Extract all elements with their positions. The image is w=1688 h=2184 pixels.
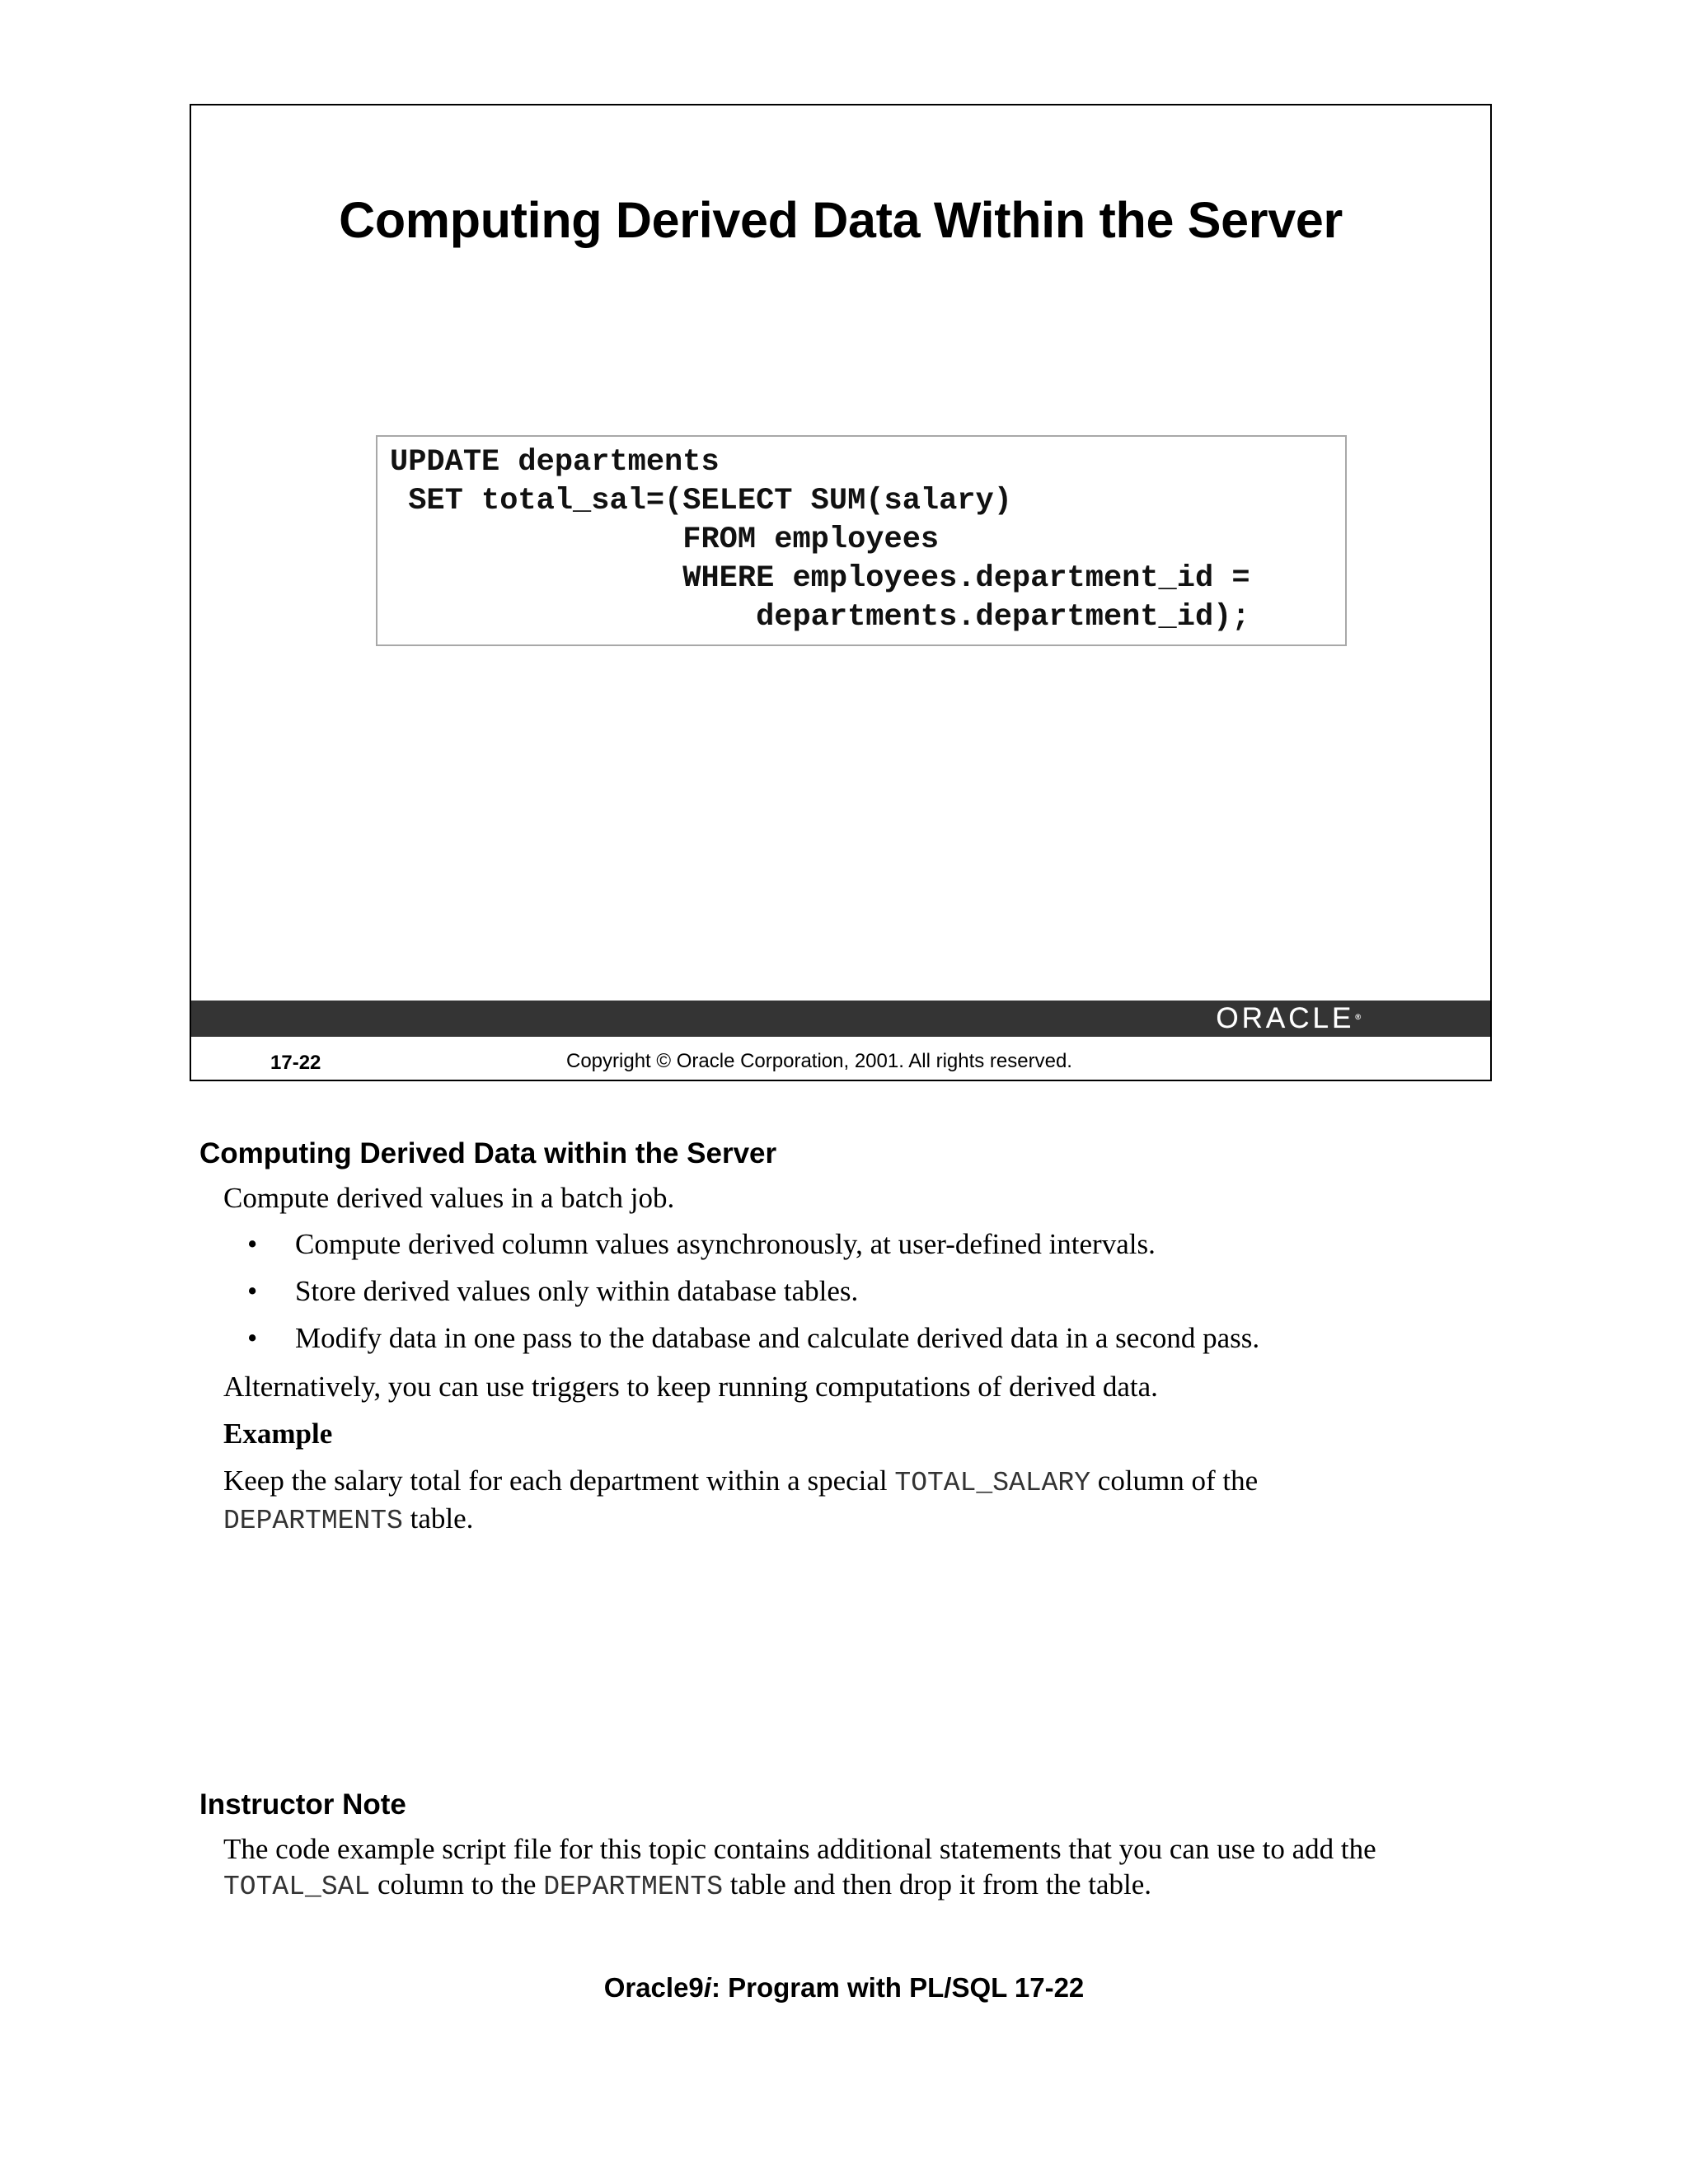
code-line: WHERE employees.department_id = [390,561,1250,596]
example-heading: Example [223,1418,333,1450]
bullet-item [247,1228,1156,1261]
slide-title: Computing Derived Data Within the Server [339,192,1343,248]
copyright-text: Copyright © Oracle Corporation, 2001. All rights reserved. [566,1050,1072,1072]
bullet-item [247,1322,1260,1355]
code-example-box [376,435,1347,646]
slide-number: 17-22 [270,1052,321,1074]
bullet-text: Compute derived column values asynchronously, at user-defined intervals. [295,1228,1156,1260]
bullet-marker: • [247,1275,258,1307]
slide-frame [190,104,1492,1081]
instructor-note-heading: Instructor Note [199,1788,406,1821]
inline-code: DEPARTMENTS [543,1872,724,1902]
code-line: SET total_sal=(SELECT SUM(salary) [390,484,1012,518]
inline-code: TOTAL_SALARY [894,1468,1091,1498]
oracle-logo: ORACLE® [1216,1002,1361,1034]
code-line: UPDATE departments [390,445,720,480]
inline-code: TOTAL_SAL [223,1872,371,1902]
notes-alternative: Alternatively, you can use triggers to keep running computations of derived data. [223,1371,1158,1403]
inline-code: DEPARTMENTS [223,1506,403,1536]
code-line: FROM employees [390,523,940,557]
bullet-text: Modify data in one pass to the database and calculate derived data in a second pass. [295,1322,1260,1354]
bullet-item [247,1275,859,1308]
notes-heading: Computing Derived Data within the Server [199,1137,777,1169]
bullet-text: Store derived values only within database tables. [295,1275,859,1307]
slide-footer-bar [191,1001,1490,1037]
page-footer: Oracle9i: Program with PL/SQL 17-22 [603,1972,1085,2003]
notes-intro: Compute derived values in a batch job. [223,1182,675,1214]
instructor-note-text: The code example script file for this topic contains additional statements that you can use to add the TOTAL_SAL column to the DEPARTMENTS table and then drop it from the table. [223,1833,1376,1902]
example-paragraph: Keep the salary total for each department within a special TOTAL_SALARY column of the DEPARTMENTS table. [223,1465,1259,1536]
bullet-marker: • [247,1228,258,1260]
code-line: departments.department_id); [390,600,1250,635]
bullet-marker: • [247,1322,258,1354]
